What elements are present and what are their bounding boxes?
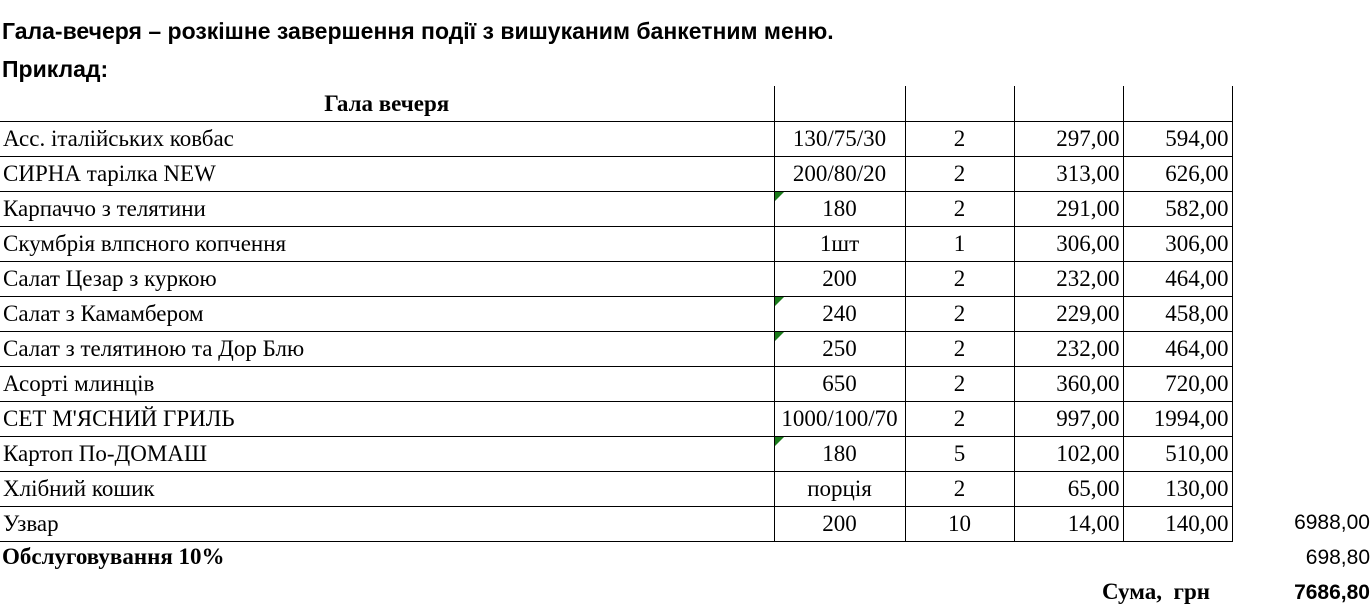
item-total-cell: 140,00 — [1123, 507, 1232, 542]
item-name-cell: Узвар — [0, 507, 774, 542]
item-quantity-cell: 2 — [905, 157, 1014, 192]
item-weight-cell: 240 — [774, 297, 905, 332]
item-price-cell: 997,00 — [1014, 402, 1123, 437]
subtotal-value: 6988,00 — [1294, 511, 1370, 534]
item-total-cell: 306,00 — [1123, 227, 1232, 262]
item-weight-cell: 200 — [774, 507, 905, 542]
table-row — [0, 227, 1232, 262]
item-quantity-cell: 1 — [905, 227, 1014, 262]
item-quantity-cell: 2 — [905, 192, 1014, 227]
item-total-cell: 720,00 — [1123, 367, 1232, 402]
table-row — [0, 297, 1232, 332]
item-quantity-cell: 5 — [905, 437, 1014, 472]
item-price-cell: 297,00 — [1014, 122, 1123, 157]
item-total-cell: 594,00 — [1123, 122, 1232, 157]
service-charge-label: Обслуговування 10% — [2, 544, 225, 569]
item-total-cell: 130,00 — [1123, 472, 1232, 507]
item-total-cell: 510,00 — [1123, 437, 1232, 472]
table-row — [0, 157, 1232, 192]
item-weight-cell: порція — [774, 472, 905, 507]
table-row — [0, 262, 1232, 297]
item-price-cell: 65,00 — [1014, 472, 1123, 507]
item-name-cell: СЕТ М'ЯСНИЙ ГРИЛЬ — [0, 402, 774, 437]
item-total-cell: 464,00 — [1123, 262, 1232, 297]
sum-label: Сума, грн — [1102, 579, 1210, 604]
item-price-cell: 232,00 — [1014, 262, 1123, 297]
item-weight-cell: 180 — [774, 437, 905, 472]
item-quantity-cell: 2 — [905, 297, 1014, 332]
item-weight-cell: 180 — [774, 192, 905, 227]
table-row — [0, 507, 1232, 542]
item-quantity-cell: 2 — [905, 472, 1014, 507]
item-weight-cell: 200/80/20 — [774, 157, 905, 192]
item-weight-cell: 200 — [774, 262, 905, 297]
item-total-cell: 1994,00 — [1123, 402, 1232, 437]
table-row — [0, 332, 1232, 367]
table-row — [0, 472, 1232, 507]
item-quantity-cell: 2 — [905, 367, 1014, 402]
item-weight-cell: 250 — [774, 332, 905, 367]
menu-table — [0, 86, 1233, 542]
table-row — [0, 437, 1232, 472]
table-row — [0, 402, 1232, 437]
header-empty-cell — [1014, 86, 1123, 122]
item-price-cell: 14,00 — [1014, 507, 1123, 542]
item-weight-cell: 1000/100/70 — [774, 402, 905, 437]
item-price-cell: 229,00 — [1014, 297, 1123, 332]
item-name-cell: Салат з Камамбером — [0, 297, 774, 332]
item-name-cell: Карпаччо з телятини — [0, 192, 774, 227]
page-heading: Гала-вечеря – розкішне завершення події з вишуканим банкетним меню. — [2, 18, 834, 44]
header-empty-cell — [1123, 86, 1232, 122]
item-name-cell: Салат з телятиною та Дор Блю — [0, 332, 774, 367]
header-empty-cell — [905, 86, 1014, 122]
item-price-cell: 313,00 — [1014, 157, 1123, 192]
table-title: Гала вечеря — [0, 86, 774, 122]
table-header-row — [0, 86, 1232, 122]
item-quantity-cell: 2 — [905, 402, 1014, 437]
item-total-cell: 458,00 — [1123, 297, 1232, 332]
item-price-cell: 291,00 — [1014, 192, 1123, 227]
item-total-cell: 464,00 — [1123, 332, 1232, 367]
item-quantity-cell: 2 — [905, 122, 1014, 157]
item-name-cell: Салат Цезар з куркою — [0, 262, 774, 297]
item-price-cell: 306,00 — [1014, 227, 1123, 262]
item-name-cell: СИРНА тарілка NEW — [0, 157, 774, 192]
item-weight-cell: 1шт — [774, 227, 905, 262]
item-weight-cell: 130/75/30 — [774, 122, 905, 157]
item-quantity-cell: 2 — [905, 332, 1014, 367]
item-price-cell: 232,00 — [1014, 332, 1123, 367]
header-empty-cell — [774, 86, 905, 122]
item-name-cell: Асорті млинців — [0, 367, 774, 402]
item-quantity-cell: 2 — [905, 262, 1014, 297]
table-row — [0, 192, 1232, 227]
example-label: Приклад: — [2, 56, 109, 82]
item-price-cell: 102,00 — [1014, 437, 1123, 472]
item-name-cell: Скумбрія влпсного копчення — [0, 227, 774, 262]
item-quantity-cell: 10 — [905, 507, 1014, 542]
grand-total-value: 7686,80 — [1294, 581, 1370, 604]
item-price-cell: 360,00 — [1014, 367, 1123, 402]
item-total-cell: 582,00 — [1123, 192, 1232, 227]
item-name-cell: Картоп По-ДОМАШ — [0, 437, 774, 472]
item-name-cell: Хлібний кошик — [0, 472, 774, 507]
item-weight-cell: 650 — [774, 367, 905, 402]
item-name-cell: Асс. італійських ковбас — [0, 122, 774, 157]
table-row — [0, 367, 1232, 402]
item-total-cell: 626,00 — [1123, 157, 1232, 192]
table-row — [0, 122, 1232, 157]
service-charge-value: 698,80 — [1305, 546, 1370, 569]
